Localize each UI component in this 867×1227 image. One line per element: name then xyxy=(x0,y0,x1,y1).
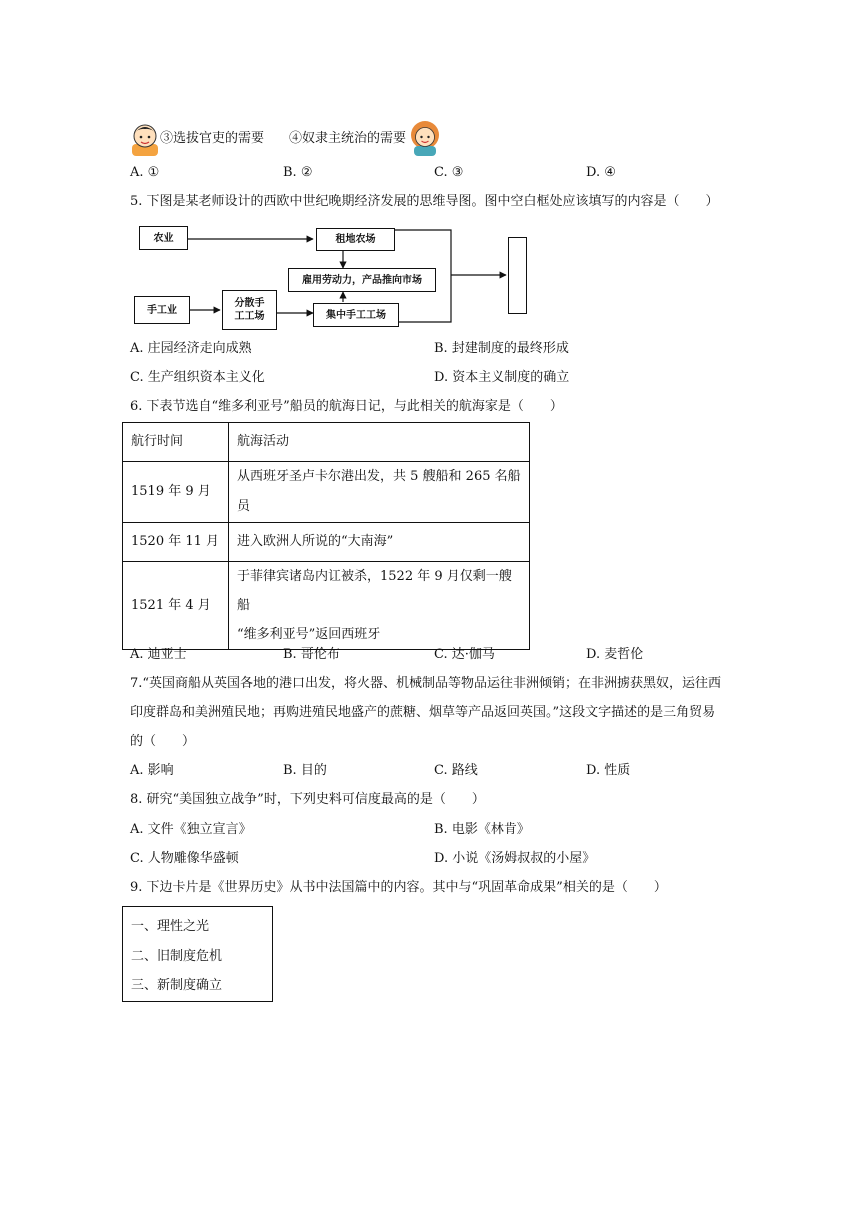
q8-stem: 8. 研究“美国独立战争”时，下列史料可信度最高的是（ ） xyxy=(130,792,485,807)
q7-stem-line3: 的（ ） xyxy=(130,734,196,749)
row-time: 1519 年 9 月 xyxy=(123,462,229,523)
q4-option-d[interactable]: D. ④ xyxy=(586,165,616,180)
q8-option-c[interactable]: C. 人物雕像华盛顿 xyxy=(130,851,239,866)
q4-option-a[interactable]: A. ① xyxy=(130,165,160,180)
voyage-table xyxy=(122,422,530,650)
q7-option-d[interactable]: D. 性质 xyxy=(586,763,631,778)
q7-option-a[interactable]: A. 影响 xyxy=(130,763,174,778)
table-row xyxy=(123,562,530,650)
header-activity: 航海活动 xyxy=(229,423,530,462)
node-dispersed-workshop xyxy=(222,290,277,330)
q6-option-d[interactable]: D. 麦哲伦 xyxy=(586,647,644,662)
row-activity-line2: “维多利亚号”返回西班牙 xyxy=(237,627,381,642)
q6-option-c[interactable]: C. 达·伽马 xyxy=(434,647,495,662)
row-time: 1520 年 11 月 xyxy=(123,523,229,562)
row-activity-line1: 于菲律宾诸岛内讧被杀，1522 年 9 月仅剩一艘船 xyxy=(237,569,512,613)
table-row xyxy=(123,523,530,562)
q4-item-3: ③选拔官吏的需要 xyxy=(160,131,265,146)
header-time: 航行时间 xyxy=(123,423,229,462)
q5-option-b[interactable]: B. 封建制度的最终形成 xyxy=(434,341,569,356)
row-activity xyxy=(229,562,530,650)
q8-option-b[interactable]: B. 电影《林肯》 xyxy=(434,822,530,837)
q7-stem-line2: 印度群岛和美洲殖民地；再购进殖民地盛产的蔗糖、烟草等产品返回英国。”这段文字描述的是三角贸易 xyxy=(130,705,716,720)
history-card xyxy=(122,906,273,1002)
q5-option-d[interactable]: D. 资本主义制度的确立 xyxy=(434,370,570,385)
q6-option-b[interactable]: B. 哥伦布 xyxy=(283,647,340,662)
node-dispersed-line2: 工工场 xyxy=(234,311,265,322)
q8-option-a[interactable]: A. 文件《独立宣言》 xyxy=(130,822,252,837)
q5-option-a[interactable]: A. 庄园经济走向成熟 xyxy=(130,341,252,356)
q5-option-c[interactable]: C. 生产组织资本主义化 xyxy=(130,370,265,385)
row-activity: 从西班牙圣卢卡尔港出发，共 5 艘船和 265 名船员 xyxy=(229,462,530,523)
q6-stem: 6. 下表节选自“维多利亚号”船员的航海日记，与此相关的航海家是（ ） xyxy=(130,399,563,414)
node-rent-farm: 租地农场 xyxy=(316,228,395,251)
card-item-1: 一、理性之光 xyxy=(131,919,210,934)
q7-option-b[interactable]: B. 目的 xyxy=(283,763,327,778)
row-activity: 进入欧洲人所说的“大南海” xyxy=(229,523,530,562)
q8-option-d[interactable]: D. 小说《汤姆叔叔的小屋》 xyxy=(434,851,596,866)
node-dispersed-line1: 分散手 xyxy=(234,298,265,309)
table-row xyxy=(123,462,530,523)
node-agriculture: 农业 xyxy=(139,226,188,250)
node-centralized-workshop: 集中手工工场 xyxy=(313,303,399,327)
card-item-2: 二、旧制度危机 xyxy=(131,949,223,964)
table-header-row xyxy=(123,423,530,462)
q4-option-b[interactable]: B. ② xyxy=(283,165,313,180)
q9-stem: 9. 下边卡片是《世界历史》从书中法国篇中的内容。其中与“巩固革命成果”相关的是（ ） xyxy=(130,880,667,895)
q4-item-4: ④奴隶主统治的需要 xyxy=(289,131,407,146)
node-handicraft: 手工业 xyxy=(134,296,190,324)
q7-option-c[interactable]: C. 路线 xyxy=(434,763,478,778)
row-time: 1521 年 4 月 xyxy=(123,562,229,650)
node-blank-answer xyxy=(508,237,527,314)
node-hired-labor: 雇用劳动力，产品推向市场 xyxy=(288,268,436,292)
q4-option-c[interactable]: C. ③ xyxy=(434,165,464,180)
mind-map-connectors xyxy=(0,0,867,400)
q5-stem: 5. 下图是某老师设计的西欧中世纪晚期经济发展的思维导图。图中空白框处应该填写的内容是（ ） xyxy=(130,194,719,209)
q6-option-a[interactable]: A. 迪亚士 xyxy=(130,647,187,662)
q7-stem-line1: 7.“英国商船从英国各地的港口出发，将火器、机械制品等物品运往非洲倾销；在非洲掳获黑奴，运往西 xyxy=(130,676,722,691)
card-item-3: 三、新制度确立 xyxy=(131,978,223,993)
